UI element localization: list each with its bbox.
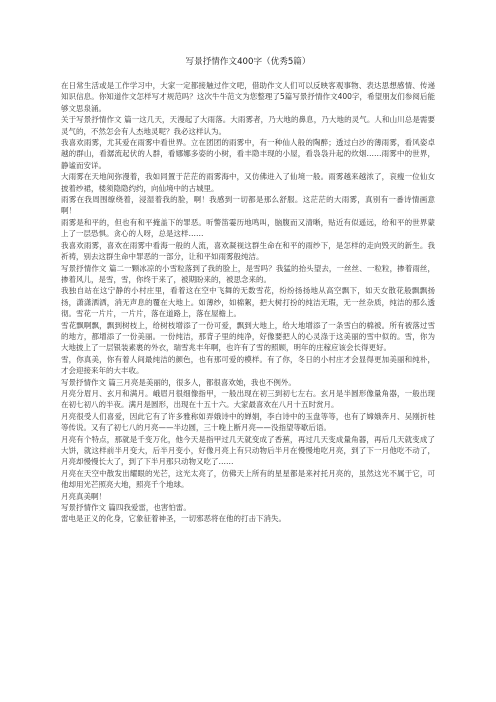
paragraph: 雪，你真美，你有着人间最纯洁的颜色，也有那可爱的模样。有了你，冬日的小村庄才会显得更加美丽和纯朴，才会迎接来年的大丰收。: [61, 354, 435, 376]
paragraph: 雷电是正义的化身，它象征着神圣，一切邪恶将在他的打击下消失。: [61, 514, 286, 524]
document-title: 写景抒情作文400字（优秀5篇）: [185, 57, 311, 67]
paragraph: 月亮有个特点，那就是千变万化，他今天是指甲过几天就变成了香蕉，再过几天变成量角器，再后几天就变成了大饼，就这样前半月变大，后半月变小，好像月亮上有只动物后半月在慢慢地吃月亮，到了下一月他吃不动了，月亮却慢慢长大了，到了下半月那只动物又吃了……: [61, 434, 435, 467]
paragraph: 月亮在天空中散发出耀眼的光芒，这光太亮了，仿佛天上所有的星星都是来衬托月亮的，虽然这光不属于它，可他却用光芒照亮大地，照亮千个地球。: [61, 468, 435, 490]
paragraph: 我喜欢雨雾，尤其爱在雨雾中看世界。立在团团的雨雾中，有一种仙人般的陶醉；透过白沙的薄雨雾，看风姿卓越的群山，看潺流起伏的人群，看娜娜多姿的小树，看丰隐丰现的小屋，看袅袅升起的炊烟……雨雾中的世界，静谧而安详。: [61, 138, 435, 170]
section-heading-paragraph: 写景抒情作文 篇三月亮是美丽的，很多人，都很喜欢她，我也不例外。: [61, 377, 296, 387]
paragraph: 雪花飘啊飘，飘到树枝上，给树枝增添了一份可爱，飘到大地上，给大地增添了一条雪白的棉被。所有被落过雪的地方，都增添了一份美丽。一份纯洁，那背子里的纯净，好像要把人的心灵涤于这美丽的雪中似的。雪，你为大地披上了一层银装素裹的外衣，瑞雪兆丰年啊，也许有了雪的照顾，明年的庄稼应该会长得更好。: [61, 320, 435, 353]
paragraph: 我独自站在这宁静的小村庄里，看着这在空中飞舞的无数雪花，纷纷扬扬地从高空飘下，如天女散花般飘飘扬扬，潇潇洒洒，消无声息的覆在大地上。如薄纱，如棉絮，把大树打扮的纯洁无瑕，无一丝杂质，纯洁的那么透彻。雪花一片片，一片片，落在道路上，落在屋檐上。: [61, 286, 435, 319]
section-heading-paragraph: 写景抒情作文 篇四我爱雷，也害怕雷。: [61, 503, 191, 513]
paragraph: 关于写景抒情作文 篇一这几天，天漫起了大雨落。大雨雾者，乃大地的鼻息，乃大地的灵气。人和山川总是需要灵气的，不然怎会有人杰地灵呢？我必这样认为。: [61, 115, 435, 136]
paragraph: 大雨雾在天地间弥漫着，我如同置于茫茫的雨雾海中，又仿佛进入了仙境一般。雨雾越来越浓了，哀瘦一位仙女披着纱裙，楼须隐隐约约，向仙境中的古城里。: [61, 172, 435, 193]
section-heading-paragraph: 写景抒情作文 篇二一颗冰凉的小雪粒落到了我的脸上，是雪吗？我猛的抬头望去，一丝丝、一粒粒，掺着雨丝，掺着风儿，是雪，雪，你终于来了，被期盼来的，被思念来的。: [61, 263, 435, 284]
paragraph: 在日常生活或是工作学习中，大家一定都接触过作文吧，借助作文人们可以反映客观事物、表达思想感情、传递知识信息。你知道作文怎样写才规范吗？这次牛牛范文为您整理了5篇写景抒情作文400字，希望朋友们参阅后能够文思泉涌。: [61, 81, 435, 113]
paragraph: 雨雾在我周围缭绕着，浸湿着我的脸，啊！我感到一切都是那么舒服。这茫茫的大雨雾，真别有一番诗情画意啊！: [61, 195, 435, 216]
paragraph: 月亮真美啊！: [61, 491, 106, 501]
paragraph: 我喜欢雨雾，喜欢在雨雾中看海一般的人流，喜欢凝视这群生命在和平的雨纱下，是怎样的走向毁灭的新生。我祈祷，别去这群生命中罪恶的一部分，让和平如雨雾般纯洁。: [61, 240, 435, 262]
paragraph: 月亮分眉月、玄月和满月。峨眉月很细像指甲，一般出现在初三到初七左右。玄月是半圆形像量角器，一般出现在初七初八的半夜。满月是圆形，出现在十五十六。大家最喜欢在八月十五时赏月。: [61, 388, 435, 410]
document-body: [61, 80, 435, 525]
paragraph: 月亮很受人们喜爱，因此它有了许多雅称如弄娥诗中的婵娟，李白诗中的玉盘等等，也有了嫦娥奔月、吴刚折桂等传说。又有了初七八的月亮——半边圆，三十晚上断月亮——没指望等歇后语。: [61, 411, 435, 433]
paragraph: 雨雾是和平的，但也有和平掩盖下的罪恶。听警笛霎历地鸣叫，脑腹而又清晰，贴近有似遥远，给和平的世界蒙上了一层恐惧。贪心的人呀，总是这样……: [61, 217, 435, 239]
